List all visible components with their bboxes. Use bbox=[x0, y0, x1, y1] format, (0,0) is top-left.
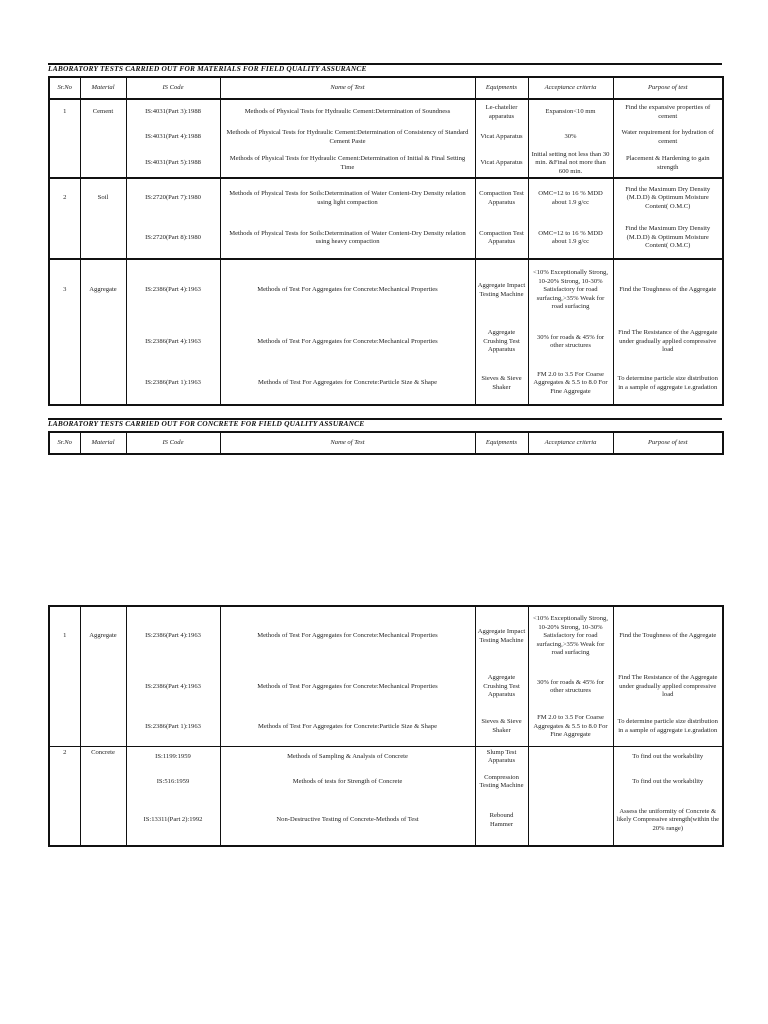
equipment: Rebound Hammer bbox=[475, 796, 528, 846]
col-header-srno: Sr.No bbox=[49, 432, 80, 454]
concrete-banner bbox=[48, 418, 722, 431]
is-code: IS:13311(Part 2):1992 bbox=[126, 796, 220, 846]
equipment: Compaction Test Apparatus bbox=[475, 178, 528, 218]
table-row bbox=[49, 99, 723, 125]
materials-table bbox=[48, 76, 724, 406]
acceptance-criteria bbox=[528, 746, 613, 768]
purpose: Placement & Hardening to gain strength bbox=[613, 150, 723, 178]
test-name: Methods of Test For Aggregates for Concrete:Mechanical Properties bbox=[220, 606, 475, 666]
concrete-table-section bbox=[48, 605, 722, 847]
concrete-section bbox=[48, 418, 722, 455]
materials-header-row bbox=[49, 77, 723, 99]
test-name: Methods of tests for Strength of Concrete bbox=[220, 768, 475, 796]
material: Aggregate bbox=[80, 259, 126, 321]
test-name: Methods of Physical Tests for Hydraulic Cement:Determination of Consistency of Standard Cement Paste bbox=[220, 125, 475, 150]
materials-banner bbox=[48, 63, 722, 76]
purpose: To find out the workability bbox=[613, 768, 723, 796]
col-header-purpose: Purpose of test bbox=[613, 77, 723, 99]
test-name: Methods of Test For Aggregates for Concrete:Mechanical Properties bbox=[220, 666, 475, 708]
col-header-name-of-test: Name of Test bbox=[220, 432, 475, 454]
acceptance-criteria: Expansion<10 mm bbox=[528, 99, 613, 125]
material: Cement bbox=[80, 99, 126, 125]
col-header-is-code: IS Code bbox=[126, 432, 220, 454]
sr-no: 1 bbox=[49, 606, 80, 666]
table-row bbox=[49, 218, 723, 259]
table-row bbox=[49, 768, 723, 796]
purpose: To determine particle size distribution in a sample of aggregate i.e.gradation bbox=[613, 363, 723, 405]
purpose: To determine particle size distribution in a sample of aggregate i.e.gradation bbox=[613, 708, 723, 746]
purpose: Find The Resistance of the Aggregate under gradually applied compressive load bbox=[613, 666, 723, 708]
equipment: Sieves & Sieve Shaker bbox=[475, 708, 528, 746]
equipment: Sieves & Sieve Shaker bbox=[475, 363, 528, 405]
table-row bbox=[49, 606, 723, 666]
acceptance-criteria: <10% Exceptionally Strong, 10-20% Strong, 10-30% Satisfactory for road surfacing,>35% Weak for road surfacing bbox=[528, 606, 613, 666]
col-header-acceptance-criteria: Acceptance criteria bbox=[528, 432, 613, 454]
equipment: Vicat Apparatus bbox=[475, 150, 528, 178]
test-name: Methods of Test For Aggregates for Concrete:Particle Size & Shape bbox=[220, 363, 475, 405]
test-name: Methods of Sampling & Analysis of Concrete bbox=[220, 746, 475, 768]
concrete-table-header bbox=[48, 431, 724, 455]
table-row bbox=[49, 746, 723, 768]
acceptance-criteria bbox=[528, 796, 613, 846]
table-row bbox=[49, 125, 723, 150]
table-row bbox=[49, 363, 723, 405]
table-row bbox=[49, 178, 723, 218]
purpose: To find out the workability bbox=[613, 746, 723, 768]
acceptance-criteria: FM 2.0 to 3.5 For Coarse Aggregates & 5.5 to 8.0 For Fine Aggregate bbox=[528, 363, 613, 405]
test-name: Methods of Physical Tests for Hydraulic Cement:Determination of Initial & Final Setting Time bbox=[220, 150, 475, 178]
equipment: Le-chatelier apparatus bbox=[475, 99, 528, 125]
col-header-equipments: Equipments bbox=[475, 77, 528, 99]
table-row bbox=[49, 259, 723, 321]
purpose: Find the Toughness of the Aggregate bbox=[613, 259, 723, 321]
acceptance-criteria bbox=[528, 768, 613, 796]
acceptance-criteria: OMC=12 to 16 % MDD about 1.9 g/cc bbox=[528, 178, 613, 218]
concrete-header-row bbox=[49, 432, 723, 454]
is-code: IS:4031(Part 4):1988 bbox=[126, 125, 220, 150]
equipment: Compression Testing Machine bbox=[475, 768, 528, 796]
is-code: IS:2386(Part 4):1963 bbox=[126, 666, 220, 708]
test-name: Methods of Test For Aggregates for Concrete:Mechanical Properties bbox=[220, 259, 475, 321]
test-name: Methods of Physical Tests for Soils:Determination of Water Content-Dry Density relation using light compaction bbox=[220, 178, 475, 218]
test-name: Methods of Test For Aggregates for Concrete:Mechanical Properties bbox=[220, 321, 475, 363]
concrete-banner-title: LABORATORY TESTS CARRIED OUT FOR CONCRETE FOR FIELD QUALITY ASSURANCE bbox=[48, 419, 365, 428]
materials-banner-title: LABORATORY TESTS CARRIED OUT FOR MATERIALS FOR FIELD QUALITY ASSURANCE bbox=[48, 64, 367, 73]
table-row bbox=[49, 666, 723, 708]
col-header-acceptance-criteria: Acceptance criteria bbox=[528, 77, 613, 99]
purpose: Find the Toughness of the Aggregate bbox=[613, 606, 723, 666]
col-header-material: Material bbox=[80, 432, 126, 454]
concrete-table bbox=[48, 605, 724, 847]
material: Aggregate bbox=[80, 606, 126, 666]
is-code: IS:2386(Part 4):1963 bbox=[126, 321, 220, 363]
equipment: Aggregate Impact Testing Machine bbox=[475, 606, 528, 666]
is-code: IS:2720(Part 8):1980 bbox=[126, 218, 220, 259]
col-header-name-of-test: Name of Test bbox=[220, 77, 475, 99]
equipment: Vicat Apparatus bbox=[475, 125, 528, 150]
sr-no: 3 bbox=[49, 259, 80, 321]
table-row bbox=[49, 796, 723, 846]
purpose: Find the Maximum Dry Density (M.D.D) & Optimum Moisture Content( O.M.C) bbox=[613, 218, 723, 259]
test-name: Non-Destructive Testing of Concrete-Methods of Test bbox=[220, 796, 475, 846]
sr-no: 2 bbox=[49, 178, 80, 218]
is-code: IS:2386(Part 4):1963 bbox=[126, 259, 220, 321]
table-row bbox=[49, 150, 723, 178]
acceptance-criteria: OMC=12 to 16 % MDD about 1.9 g/cc bbox=[528, 218, 613, 259]
sr-no: 1 bbox=[49, 99, 80, 125]
table-row bbox=[49, 321, 723, 363]
col-header-material: Material bbox=[80, 77, 126, 99]
equipment: Aggregate Crushing Test Apparatus bbox=[475, 666, 528, 708]
test-name: Methods of Test For Aggregates for Concrete:Particle Size & Shape bbox=[220, 708, 475, 746]
is-code: IS:4031(Part 3):1988 bbox=[126, 99, 220, 125]
is-code: IS:4031(Part 5):1988 bbox=[126, 150, 220, 178]
acceptance-criteria: 30% for roads & 45% for other structures bbox=[528, 321, 613, 363]
sr-no: 2 bbox=[49, 746, 80, 768]
col-header-equipments: Equipments bbox=[475, 432, 528, 454]
col-header-srno: Sr.No bbox=[49, 77, 80, 99]
test-name: Methods of Physical Tests for Soils:Determination of Water Content-Dry Density relation using heavy compaction bbox=[220, 218, 475, 259]
equipment: Slump Test Apparatus bbox=[475, 746, 528, 768]
purpose: Find the Maximum Dry Density (M.D.D) & Optimum Moisture Content( O.M.C) bbox=[613, 178, 723, 218]
acceptance-criteria: 30% for roads & 45% for other structures bbox=[528, 666, 613, 708]
materials-section bbox=[48, 63, 722, 406]
acceptance-criteria: 30% bbox=[528, 125, 613, 150]
purpose: Find the expansive properties of cement bbox=[613, 99, 723, 125]
table-row bbox=[49, 708, 723, 746]
is-code: IS:2720(Part 7):1980 bbox=[126, 178, 220, 218]
purpose: Find The Resistance of the Aggregate under gradually applied compressive load bbox=[613, 321, 723, 363]
acceptance-criteria: Initial setting not less than 30 min. &Final not more than 600 min. bbox=[528, 150, 613, 178]
test-name: Methods of Physical Tests for Hydraulic Cement:Determination of Soundness bbox=[220, 99, 475, 125]
equipment: Aggregate Crushing Test Apparatus bbox=[475, 321, 528, 363]
is-code: IS:2386(Part 1):1963 bbox=[126, 363, 220, 405]
is-code: IS:2386(Part 1):1963 bbox=[126, 708, 220, 746]
col-header-purpose: Purpose of test bbox=[613, 432, 723, 454]
is-code: IS:516:1959 bbox=[126, 768, 220, 796]
material: Soil bbox=[80, 178, 126, 218]
is-code: IS:1199:1959 bbox=[126, 746, 220, 768]
equipment: Aggregate Impact Testing Machine bbox=[475, 259, 528, 321]
acceptance-criteria: FM 2.0 to 3.5 For Coarse Aggregates & 5.5 to 8.0 For Fine Aggregate bbox=[528, 708, 613, 746]
purpose: Assess the uniformity of Concrete & likely Compressive strength(within the 20% range) bbox=[613, 796, 723, 846]
material: Concrete bbox=[80, 746, 126, 768]
equipment: Compaction Test Apparatus bbox=[475, 218, 528, 259]
col-header-is-code: IS Code bbox=[126, 77, 220, 99]
acceptance-criteria: <10% Exceptionally Strong, 10-20% Strong, 10-30% Satisfactory for road surfacing,>35% Weak for road surfacing bbox=[528, 259, 613, 321]
purpose: Water requirement for hydration of cement bbox=[613, 125, 723, 150]
is-code: IS:2386(Part 4):1963 bbox=[126, 606, 220, 666]
